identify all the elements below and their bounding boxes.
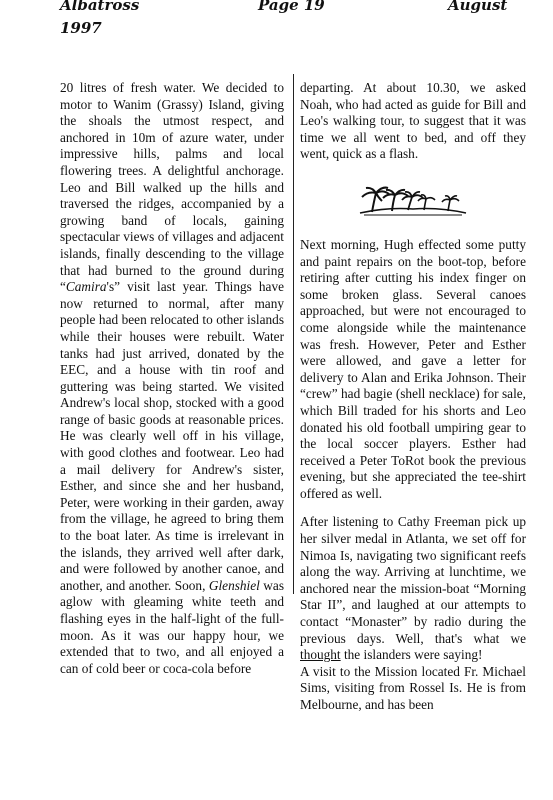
right-p3-text-1: After listening to Cathy Freeman pick up her silver medal in Atlanta, we set off for Nimoa Is, navigating two significant reefs along the way. Arriving at lunchtime, we anchored near the mission-boat “Morning Star II”, and laughed at our attempts to contact “Monaster” by radio during the previous days. Well, that's what we — [300, 514, 526, 646]
right-p3-text-2: the islanders were saying! — [340, 647, 483, 663]
palm-island-ornament-icon — [358, 185, 468, 217]
right-paragraph-1: departing. At about 10.30, we asked Noah, who had acted as guide for Bill and Leo's walking tour, to suggest that it was time we all went to bed, and off they went, quick as a flash. — [300, 80, 526, 162]
page-header — [0, 0, 553, 44]
publication-month: August — [448, 0, 508, 14]
left-text-part-2: 's” visit last year. Things have now returned to normal, after many people had been relocated to other islands while their houses were rebuilt. Water tanks had just arrived, donated by the EEC, and a house with tin roof and guttering was being started. We visited Andrew's local shop, stocked with a good range of basic goods at reasonable prices. He was clearly well off in his village, with good clothes and footwear. Leo had a mail delivery for Andrew's sister, Esther, and since she and her husband, Peter, were working in their garden, away from the village, he agreed to bring them to the boat later. As time is irrelevant in the islands, they arrived well after dark, and were followed by another canoe, and another, and another. Soon, — [60, 279, 284, 593]
left-text-part-1: 20 litres of fresh water. We decided to motor to Wanim (Grassy) Island, giving the shoals the utmost respect, and anchored in 10m of azure water, under impressive hills, palms and local flowering trees. A delightful anchorage. Leo and Bill walked up the hills and traversed the ridges, accompanied by a growing band of locals, gaining spectacular views of villages and adjacent islands, finally descending to the village that had burned to the ground during “ — [60, 80, 284, 295]
left-text-part-3: was aglow with gleaming white teeth and flashing eyes in the half-light of the full-moon. As it was our happy hour, we extended that to two, and all enjoyed a can of cold beer or coca-cola before — [60, 577, 284, 676]
left-column — [60, 80, 284, 677]
publication-title: Albatross — [60, 0, 140, 14]
boat-name-camira: Camira — [65, 279, 107, 295]
page-number: Page 19 — [258, 0, 325, 14]
right-paragraph-2: Next morning, Hugh effected some putty and paint repairs on the boot-top, before retiring after cutting his index finger on some broken glass. Several canoes approached, but were not encouraged to come alongside while the maintenance was fresh. However, Peter and Esther were allowed, and gave a letter for delivery to Alan and Erika Johnson. Their “crew” had bagie (shell necklace) for sale, which Bill traded for his shorts and Leo donated his old football umpiring gear to the local soccer players. Esther had received a Peter ToRot book the previous evening, but she appreciated the tee-shirt offered as well. — [300, 236, 526, 501]
emphasized-word-thought: thought — [300, 647, 341, 663]
left-paragraph — [60, 80, 284, 677]
boat-name-glenshiel: Glenshiel — [208, 577, 260, 593]
right-paragraph-3 — [300, 514, 526, 663]
right-column — [300, 80, 526, 714]
publication-year: 1997 — [60, 19, 102, 37]
column-divider — [293, 74, 294, 594]
right-paragraph-4: A visit to the Mission located Fr. Michael Sims, visiting from Rossel Is. He is from Melbourne, and has been — [300, 663, 526, 712]
